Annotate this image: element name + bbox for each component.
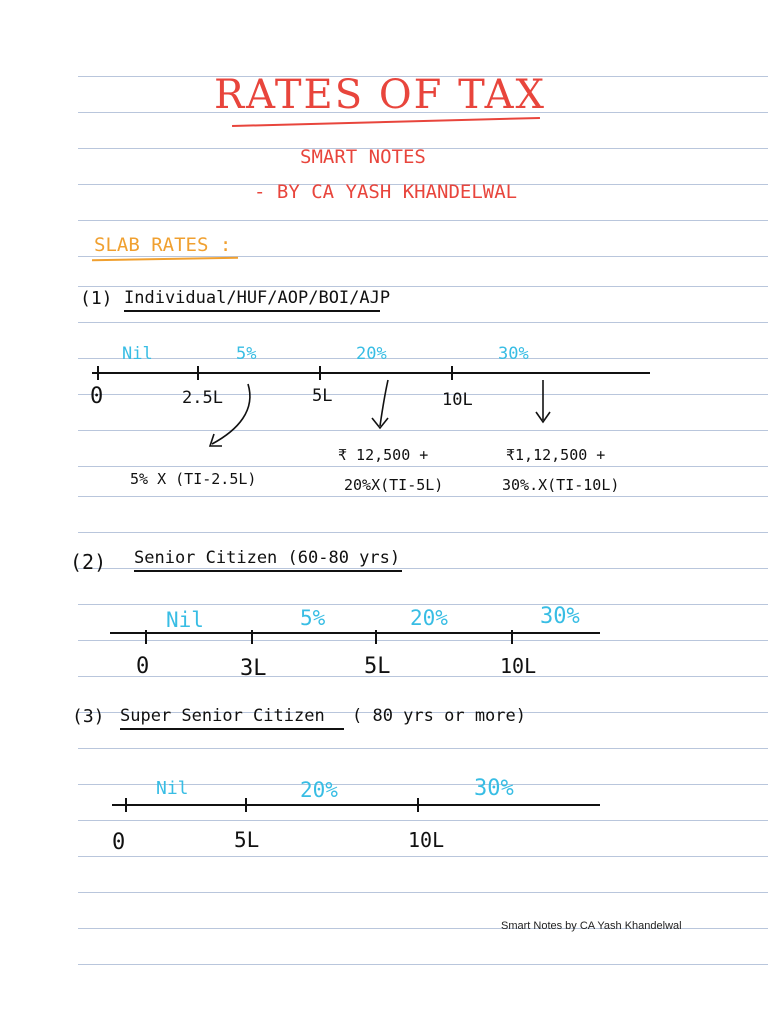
slab-3-rate-20: 20% <box>300 778 338 802</box>
slab-2-tick <box>375 630 377 644</box>
slab-3-tick-label: 0 <box>112 830 126 855</box>
slab-2-tick <box>251 630 253 644</box>
slab-3-tick-label: 10L <box>408 828 445 852</box>
slab-1-heading: Individual/HUF/AOP/BOI/AJP <box>124 288 391 308</box>
slab-3-tick-label: 5L <box>234 828 260 852</box>
page-title: RATES OF TAX <box>214 72 546 118</box>
slab-1-rate-30: 30% <box>498 344 529 364</box>
slab-1-number: (1) <box>80 288 113 309</box>
slab-3-tick <box>245 798 247 812</box>
slab-2-tick <box>145 630 147 644</box>
footer-credit: Smart Notes by CA Yash Khandelwal <box>501 920 682 932</box>
slab-1-tick-label: 0 <box>90 384 104 409</box>
slab-3-heading-extra: ( 80 yrs or more) <box>352 706 526 726</box>
slab-2-rate-30: 30% <box>540 604 580 629</box>
slab-1-formula: 30%.X(TI-10L) <box>502 476 620 494</box>
subtitle: SMART NOTES <box>300 146 426 168</box>
slab-3-tick <box>417 798 419 812</box>
slab-2-axis <box>110 632 600 634</box>
slab-1-formula: ₹1,12,500 + <box>506 446 606 464</box>
slab-2-tick-label: 5L <box>364 654 391 679</box>
slab-3-tick <box>125 798 127 812</box>
slab-2-heading-underline <box>134 570 402 572</box>
slab-2-rate-nil: Nil <box>166 608 204 632</box>
slab-2-tick <box>511 630 513 644</box>
slab-1-rate-20: 20% <box>356 344 387 364</box>
slab-1-tick-label: 10L <box>442 390 473 410</box>
slab-2-number: (2) <box>70 550 107 574</box>
slab-2-heading: Senior Citizen (60-80 yrs) <box>134 548 401 568</box>
slab-2-rate-20: 20% <box>410 606 448 630</box>
slab-1-rate-5: 5% <box>236 344 257 364</box>
slab-3-rate-30: 30% <box>474 776 514 801</box>
slab-2-tick-label: 3L <box>240 656 267 681</box>
slab-1-formula: 5% X (TI-2.5L) <box>130 470 257 488</box>
slab-1-rate-nil: Nil <box>122 344 153 364</box>
slab-2-rate-5: 5% <box>300 606 326 630</box>
slab-1-tick-label: 5L <box>312 386 333 406</box>
author-line: - BY CA YASH KHANDELWAL <box>254 181 518 203</box>
slab-2-tick-label: 10L <box>500 654 537 678</box>
slab-1-tick-label: 2.5L <box>182 388 223 408</box>
slab-1-formula: 20%X(TI-5L) <box>344 476 444 494</box>
slab-3-heading-underline <box>120 728 344 730</box>
slab-3-rate-nil: Nil <box>156 778 189 799</box>
slab-3-axis <box>112 804 600 806</box>
slab-3-heading: Super Senior Citizen <box>120 706 325 726</box>
slab-1-formula: ₹ 12,500 + <box>338 446 429 464</box>
section-heading: SLAB RATES : <box>94 234 232 256</box>
slab-2-tick-label: 0 <box>136 654 150 679</box>
slab-3-number: (3) <box>72 706 105 727</box>
